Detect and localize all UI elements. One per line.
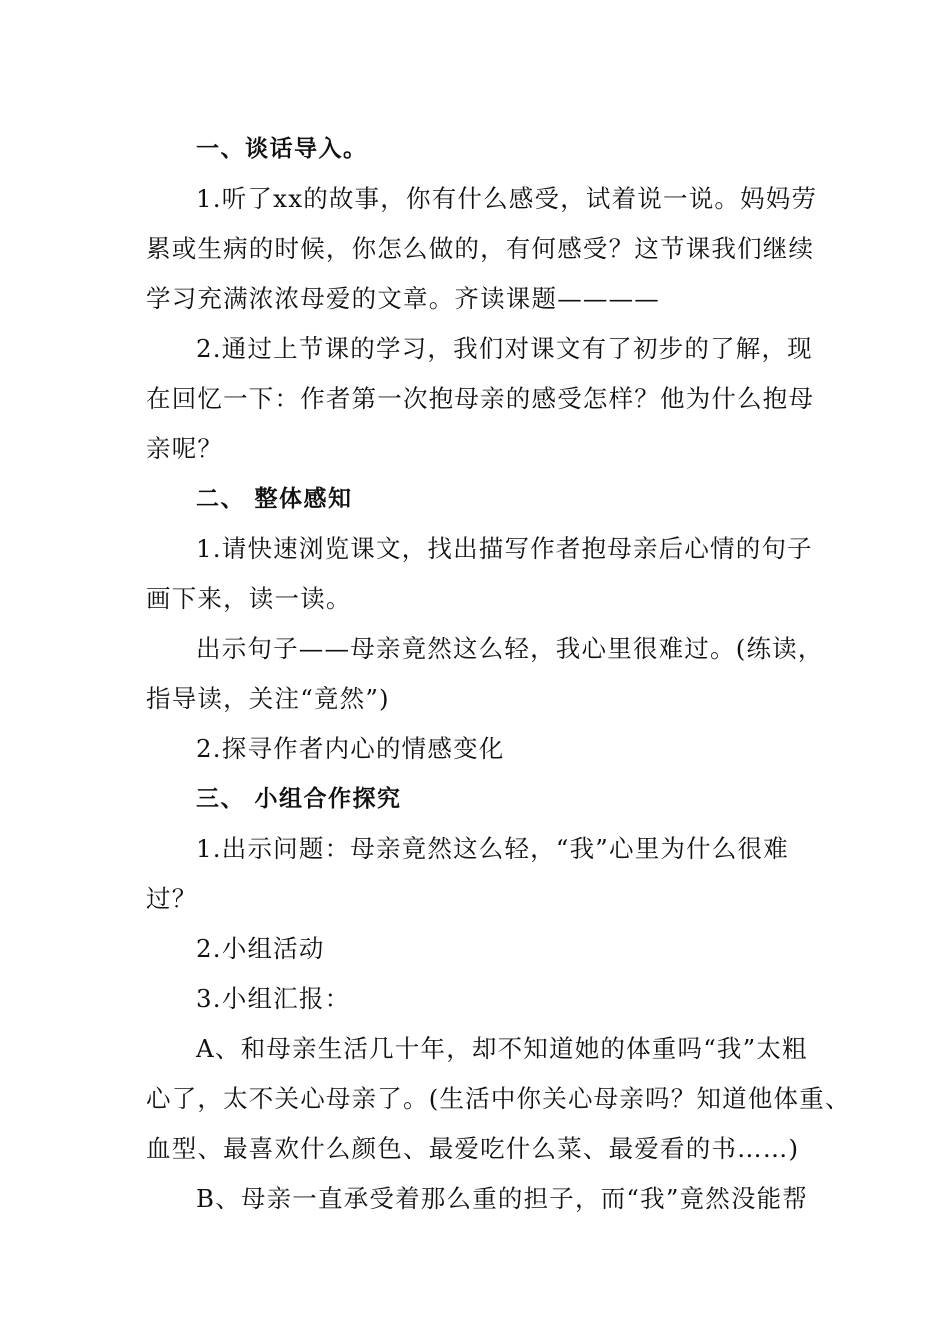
paragraph-line: 亲呢？ bbox=[146, 434, 224, 463]
paragraph-line: 血型、最喜欢什么颜色、最爱吃什么菜、最爱看的书……) bbox=[146, 1134, 800, 1163]
paragraph-line: 2.小组活动 bbox=[196, 934, 325, 963]
paragraph-line: B、母亲一直承受着那么重的担子，而“我”竟然没能帮 bbox=[196, 1184, 809, 1213]
paragraph-line: 指导读，关注“竟然”) bbox=[146, 684, 390, 713]
paragraph-line: 出示句子——母亲竟然这么轻，我心里很难过。(练读， bbox=[196, 634, 824, 663]
section-heading: 三、 小组合作探究 bbox=[196, 786, 402, 812]
paragraph-line: 2.通过上节课的学习，我们对课文有了初步的了解，现 bbox=[196, 334, 813, 363]
paragraph-line: 1.听了xx的故事，你有什么感受，试着说一说。妈妈劳 bbox=[196, 184, 818, 213]
section-heading: 一、谈话导入。 bbox=[196, 136, 368, 162]
paragraph-line: 3.小组汇报： bbox=[196, 984, 351, 1013]
paragraph-line: 画下来，读一读。 bbox=[146, 584, 352, 613]
paragraph-line: 1.请快速浏览课文，找出描写作者抱母亲后心情的句子 bbox=[196, 534, 813, 563]
paragraph-line: 心了，太不关心母亲了。(生活中你关心母亲吗？知道他体重、 bbox=[146, 1084, 851, 1113]
paragraph-line: 2.探寻作者内心的情感变化 bbox=[196, 734, 505, 763]
paragraph-line: 在回忆一下：作者第一次抱母亲的感受怎样？他为什么抱母 bbox=[146, 384, 815, 413]
paragraph-line: 过？ bbox=[146, 884, 198, 913]
document-body bbox=[146, 124, 851, 1224]
paragraph-line: 1.出示问题：母亲竟然这么轻，“我”心里为什么很难 bbox=[196, 834, 789, 863]
paragraph-line: A、和母亲生活几十年，却不知道她的体重吗“我”太粗 bbox=[196, 1034, 808, 1063]
paragraph-line: 学习充满浓浓母爱的文章。齐读课题———— bbox=[146, 284, 660, 313]
section-heading: 二、 整体感知 bbox=[196, 486, 353, 512]
paragraph-line: 累或生病的时候，你怎么做的，有何感受？这节课我们继续 bbox=[146, 234, 815, 263]
